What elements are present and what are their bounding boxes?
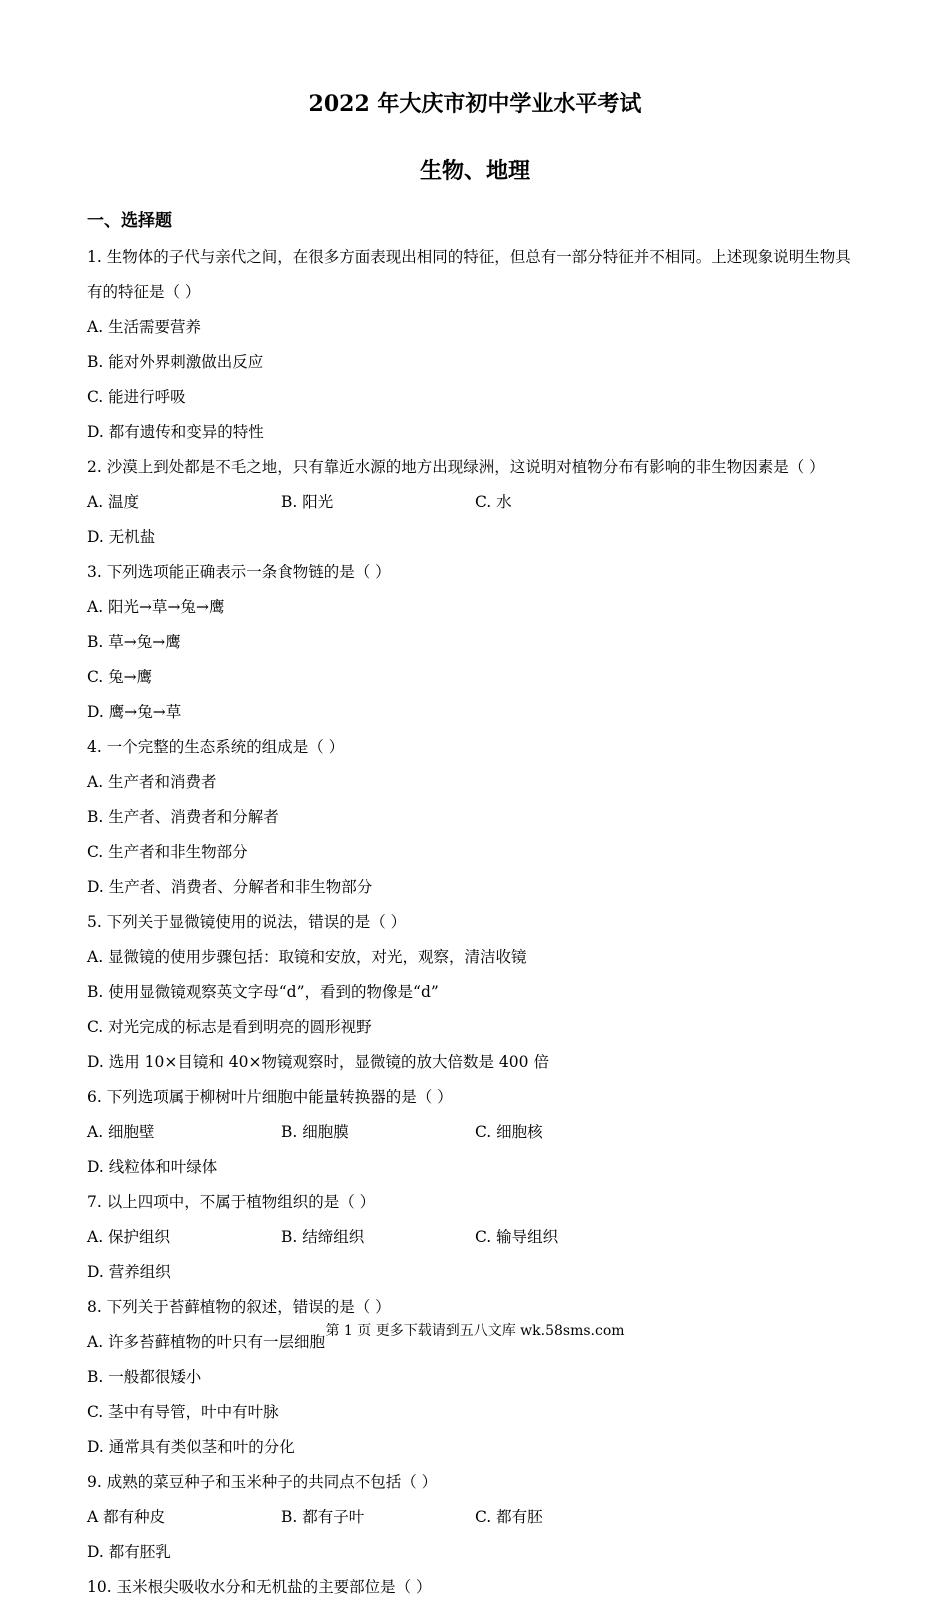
answer-option-c: C. 输导组织 [475, 1228, 559, 1246]
question-1 [87, 240, 862, 450]
answer-option-a: A. 许多苔藓植物的叶只有一层细胞 [87, 1333, 326, 1351]
answer-option-a: A. 显微镜的使用步骤包括：取镜和安放，对光，观察，清洁收镜 [87, 948, 527, 966]
question-9 [87, 1465, 862, 1570]
answer-option-c: C. 兔→鹰 [87, 668, 153, 686]
option-group [87, 590, 862, 730]
question-7 [87, 1185, 862, 1290]
question-stem: 10. 玉米根尖吸收水分和无机盐的主要部位是（ ） [87, 1578, 432, 1596]
answer-option-d: D. 都有胚乳 [87, 1543, 171, 1561]
exam-title: 2022 年大庆市初中学业水平考试 [308, 91, 642, 117]
option-group [87, 1325, 862, 1465]
question-list [87, 240, 862, 1605]
answer-option-d: D. 营养组织 [87, 1263, 171, 1281]
question-8 [87, 1290, 862, 1465]
question-stem: 1. 生物体的子代与亲代之间，在很多方面表现出相同的特征，但总有一部分特征并不相同。上述现象说明生物具有的特征是（ ） [87, 248, 851, 301]
answer-option-a: A. 生活需要营养 [87, 318, 202, 336]
answer-option-d: D. 鹰→兔→草 [87, 703, 182, 721]
answer-option-c: C. 对光完成的标志是看到明亮的圆形视野 [87, 1018, 372, 1036]
question-3 [87, 555, 862, 730]
answer-option-b: B. 一般都很矮小 [87, 1368, 202, 1386]
question-4 [87, 730, 862, 905]
answer-option-d: D. 无机盐 [87, 528, 156, 546]
question-stem: 6. 下列选项属于柳树叶片细胞中能量转换器的是（ ） [87, 1088, 453, 1106]
answer-option-b: B. 生产者、消费者和分解者 [87, 808, 279, 826]
answer-option-c: C. 茎中有导管，叶中有叶脉 [87, 1403, 279, 1421]
answer-option-d: D. 生产者、消费者、分解者和非生物部分 [87, 878, 373, 896]
answer-option-b: B. 草→兔→鹰 [87, 633, 181, 651]
option-group [87, 1220, 862, 1290]
answer-option-a: A. 温度 [87, 493, 140, 511]
option-group [87, 310, 862, 450]
question-10 [87, 1570, 862, 1605]
question-2 [87, 450, 862, 555]
option-group [87, 485, 862, 555]
answer-option-c: C. 水 [475, 493, 512, 511]
answer-option-d: D. 线粒体和叶绿体 [87, 1158, 218, 1176]
option-group [87, 765, 862, 905]
answer-option-b: B. 细胞膜 [281, 1123, 349, 1141]
answer-option-b: B. 使用显微镜观察英文字母“d”，看到的物像是“d” [87, 983, 439, 1001]
answer-option-b: B. 能对外界刺激做出反应 [87, 353, 264, 371]
answer-option-a: A. 阳光→草→兔→鹰 [87, 598, 225, 616]
answer-option-b: B. 结缔组织 [281, 1228, 365, 1246]
option-group [87, 940, 862, 1080]
page-footer: 第 1 页 更多下载请到五八文库 wk.58sms.com [325, 1323, 625, 1339]
answer-option-b: B. 都有子叶 [281, 1508, 365, 1526]
question-stem: 3. 下列选项能正确表示一条食物链的是（ ） [87, 563, 391, 581]
answer-option-a: A 都有种皮 [87, 1508, 166, 1526]
answer-option-d: D. 都有遗传和变异的特性 [87, 423, 264, 441]
answer-option-c: C. 生产者和非生物部分 [87, 843, 248, 861]
answer-option-c: C. 细胞核 [475, 1123, 543, 1141]
answer-option-a: A. 细胞壁 [87, 1123, 155, 1141]
question-stem: 5. 下列关于显微镜使用的说法，错误的是（ ） [87, 913, 407, 931]
option-group [87, 1115, 862, 1185]
question-stem: 9. 成熟的菜豆种子和玉米种子的共同点不包括（ ） [87, 1473, 438, 1491]
question-6 [87, 1080, 862, 1185]
answer-option-c: C. 都有胚 [475, 1508, 543, 1526]
section-heading: 一、选择题 [87, 211, 172, 231]
answer-option-c: C. 能进行呼吸 [87, 388, 186, 406]
question-stem: 2. 沙漠上到处都是不毛之地，只有靠近水源的地方出现绿洲，这说明对植物分布有影响的非生物因素是（ ） [87, 458, 825, 476]
answer-option-d: D. 通常具有类似茎和叶的分化 [87, 1438, 295, 1456]
question-5 [87, 905, 862, 1080]
answer-option-b: B. 阳光 [281, 493, 334, 511]
option-group [87, 1500, 862, 1570]
answer-option-d: D. 选用 10×目镜和 40×物镜观察时，显微镜的放大倍数是 400 倍 [87, 1053, 549, 1071]
question-stem: 8. 下列关于苔藓植物的叙述，错误的是（ ） [87, 1298, 391, 1316]
exam-subtitle: 生物、地理 [419, 158, 530, 184]
question-stem: 4. 一个完整的生态系统的组成是（ ） [87, 738, 345, 756]
answer-option-a: A. 生产者和消费者 [87, 773, 217, 791]
answer-option-a: A. 保护组织 [87, 1228, 171, 1246]
question-stem: 7. 以上四项中，不属于植物组织的是（ ） [87, 1193, 376, 1211]
